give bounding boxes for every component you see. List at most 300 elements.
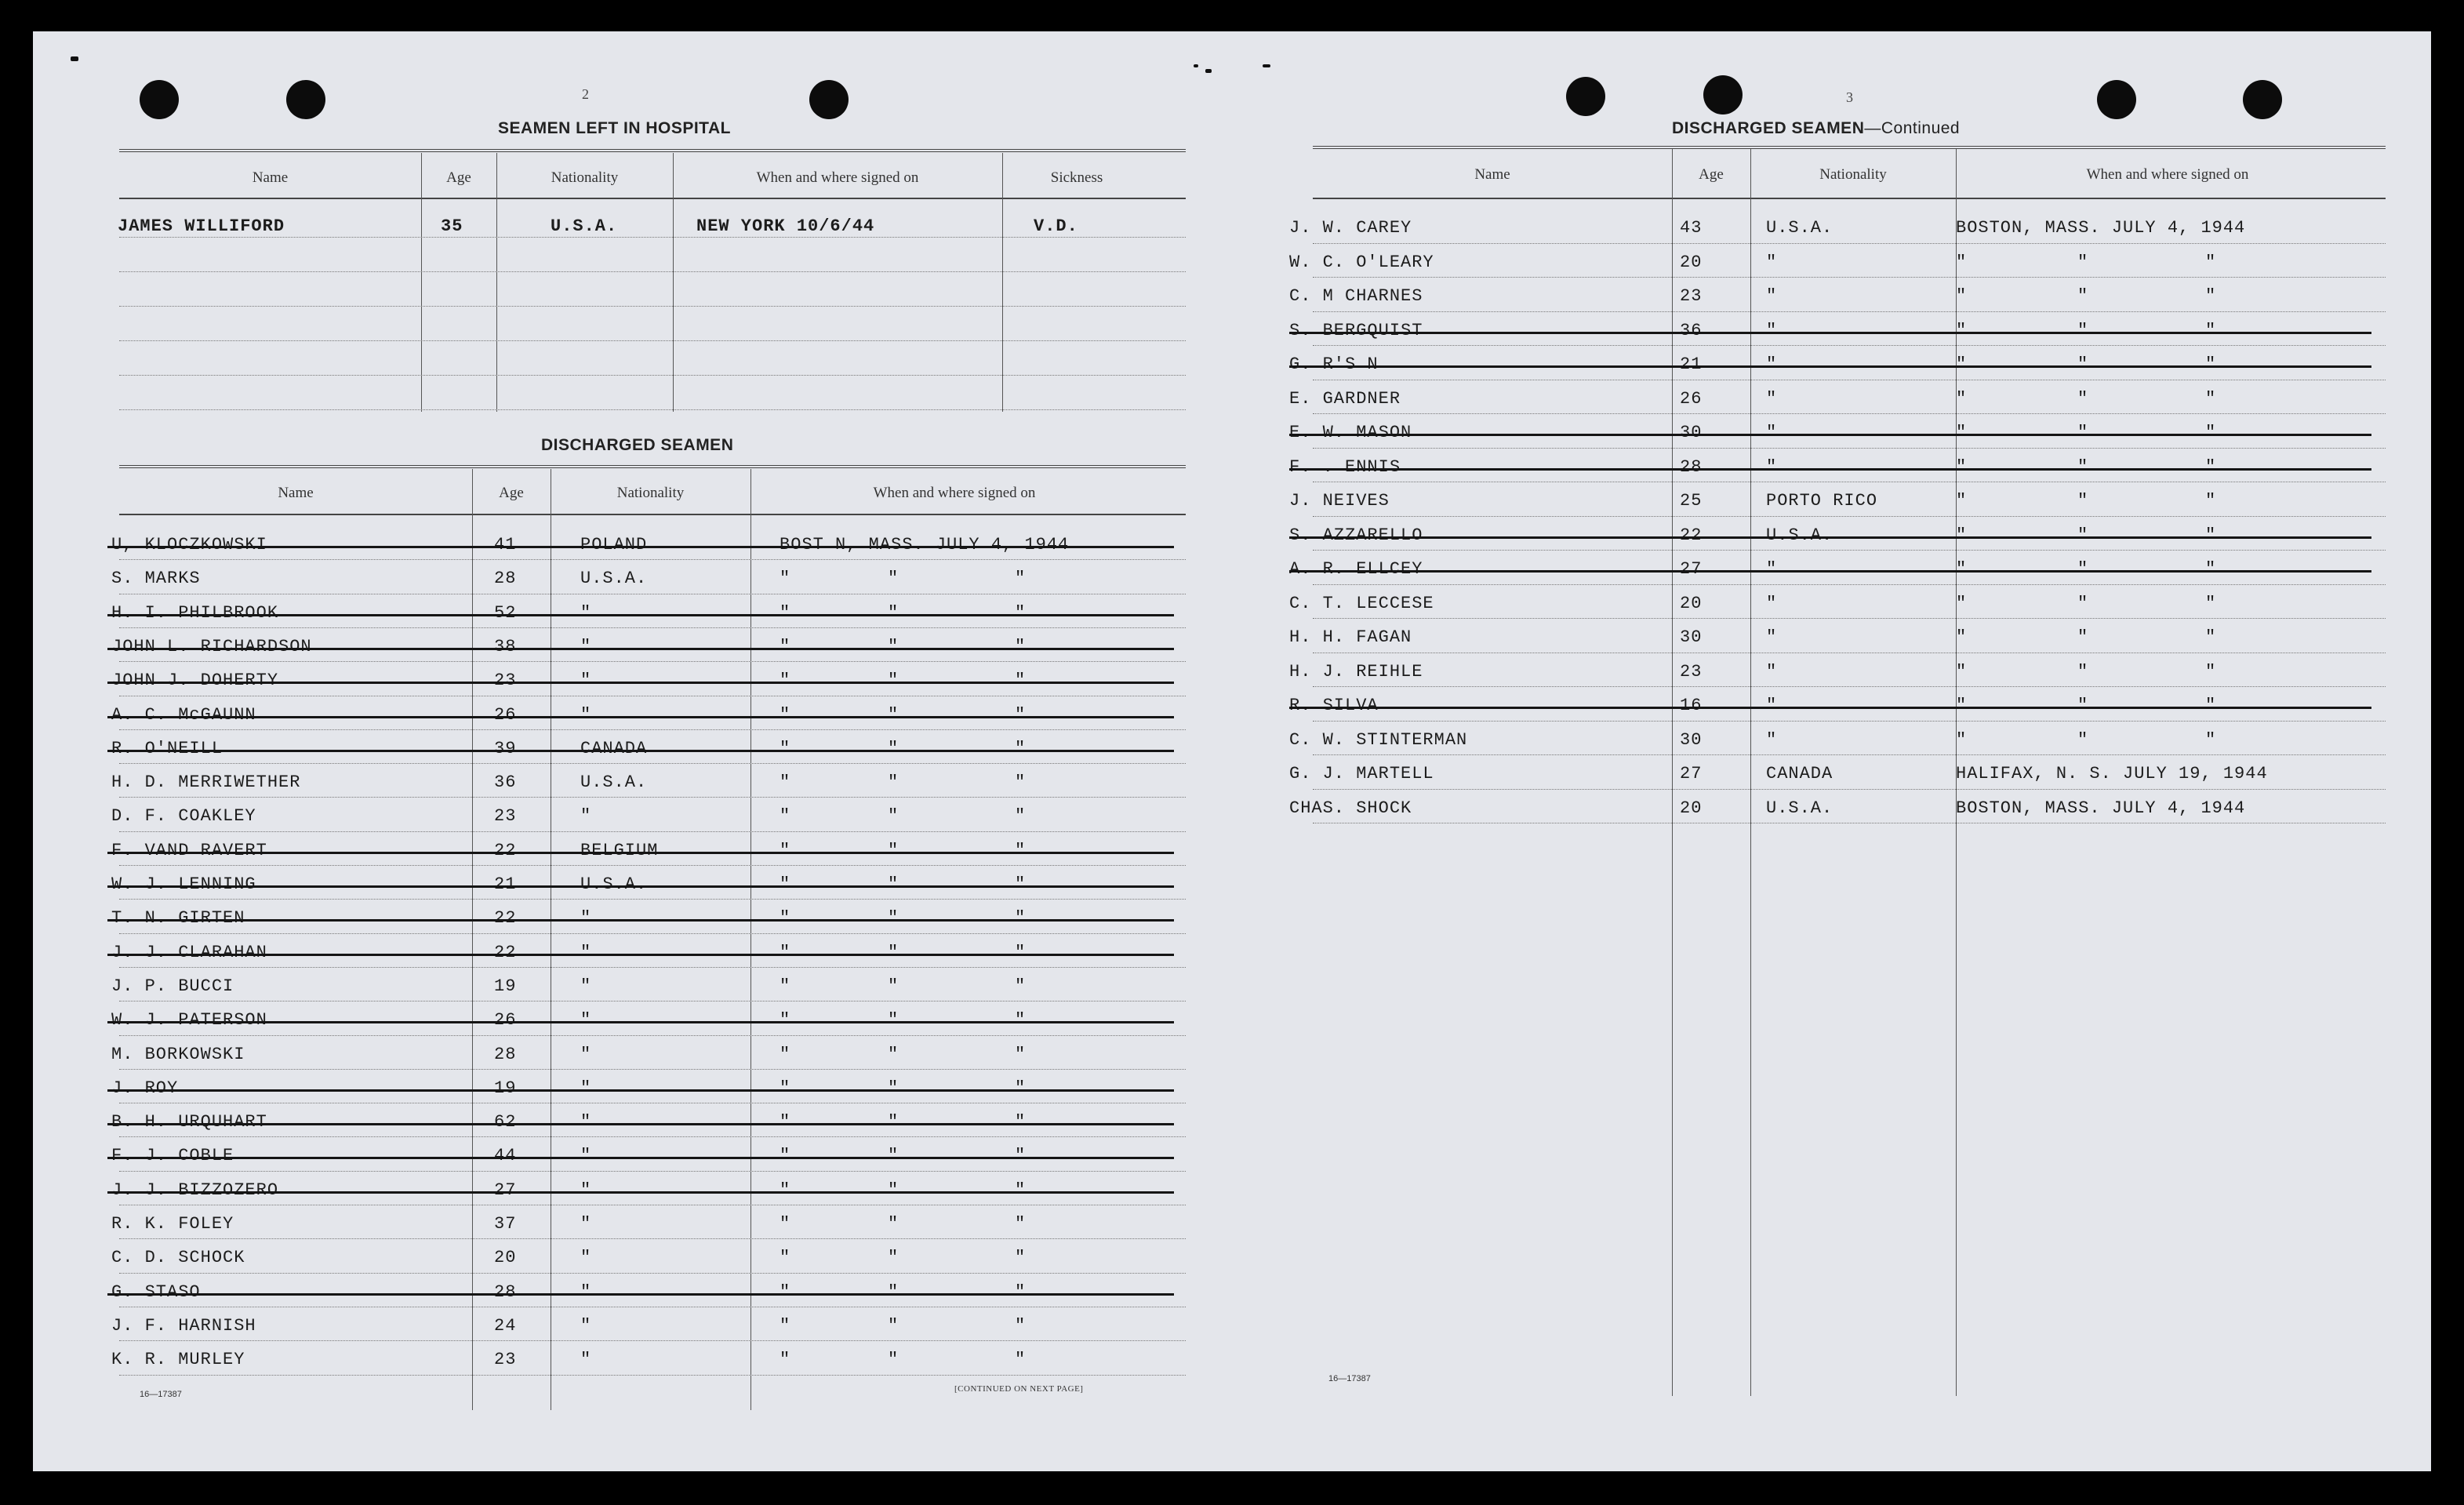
strike-through-line (107, 1021, 1174, 1023)
seaman-age: 21 (1680, 354, 1703, 374)
column-header-name: Name (1474, 166, 1510, 183)
seaman-age: 21 (494, 874, 517, 894)
row-rule (119, 661, 1186, 662)
signed-on-ditto: " (2205, 456, 2217, 477)
seaman-name: C. W. STINTERMAN (1289, 729, 1468, 750)
seaman-name: F. J. COBLE (111, 1146, 234, 1166)
signed-on-ditto: " (2077, 661, 2089, 682)
signed-on-ditto: " (2077, 320, 2089, 340)
signed-on-ditto: " (2205, 320, 2217, 340)
signed-on-ditto: " (2205, 696, 2217, 715)
seaman-age: 22 (494, 840, 517, 860)
signed-on-ditto: " (888, 806, 899, 827)
seaman-name: E. GARDNER (1289, 388, 1401, 409)
row-rule (119, 797, 1186, 798)
column-header-sickness: Sickness (1050, 169, 1103, 186)
signed-on-ditto: " (2077, 696, 2089, 715)
signed-on-ditto: " (888, 602, 899, 623)
seaman-name: J. W. CAREY (1289, 218, 1412, 238)
seaman-age: 27 (1680, 764, 1703, 783)
signed-on-ditto: " (888, 942, 899, 962)
signed-on-ditto: " (888, 1350, 899, 1370)
seaman-age: 22 (494, 908, 517, 929)
column-header-age: Age (446, 169, 471, 186)
seaman-name: W. J. PATERSON (111, 1010, 267, 1031)
column-header-age: Age (499, 485, 524, 501)
seaman-age: 20 (1680, 798, 1703, 818)
seaman-nationality: " (1766, 559, 1778, 579)
seaman-age: 20 (1680, 593, 1703, 613)
seaman-nationality: " (1766, 320, 1778, 340)
table-rule (119, 514, 1186, 515)
seaman-nationality: " (580, 1146, 592, 1166)
section-title-hospital: SEAMEN LEFT IN HOSPITAL (498, 119, 731, 137)
ink-speck (1263, 64, 1270, 67)
signed-on-ditto: " (1015, 602, 1027, 623)
seaman-age: 19 (494, 976, 517, 996)
seaman-nationality: " (1766, 456, 1778, 477)
row-rule (1313, 686, 2386, 687)
signed-on-place: HALIFAX, N. S. JULY 19, 1944 (1956, 764, 2268, 783)
seaman-nationality: CANADA (580, 738, 648, 758)
signed-on-ditto: " (2077, 252, 2089, 272)
table-rule (119, 149, 1186, 152)
strike-through-line (107, 716, 1174, 718)
strike-through-line (107, 648, 1174, 650)
signed-on-ditto: " (2077, 559, 2089, 579)
signed-on-ditto: " (888, 738, 899, 758)
row-rule (119, 1340, 1186, 1341)
signed-on-ditto: " (2205, 354, 2217, 374)
signed-on-ditto: " (888, 976, 899, 996)
signed-on-ditto: " (2205, 388, 2217, 409)
seaman-nationality: U.S.A. (1766, 798, 1833, 818)
seaman-age: 22 (494, 942, 517, 962)
signed-on-place: " (780, 806, 791, 827)
strike-through-line (107, 1157, 1174, 1159)
signed-on-place: " (1956, 320, 1968, 340)
section-title-discharged-continued (1672, 119, 1960, 138)
signed-on-place: " (1956, 252, 1968, 272)
strike-through-line (107, 546, 1174, 548)
strike-through-line (1289, 707, 2371, 709)
signed-on-place: " (1956, 456, 1968, 477)
punch-hole (809, 80, 849, 119)
row-rule (119, 306, 1186, 307)
signed-on-ditto: " (888, 1010, 899, 1031)
seaman-nationality: " (580, 1315, 592, 1336)
signed-on-ditto: " (1015, 569, 1027, 589)
seaman-name: F. VAND RAVERT (111, 840, 267, 860)
signed-on-ditto: " (1015, 976, 1027, 996)
signed-on-ditto: " (1015, 772, 1027, 793)
signed-on-ditto: " (2205, 252, 2217, 272)
seaman-name: M. BORKOWSKI (111, 1044, 245, 1064)
seaman-name: B. H. URQUHART (111, 1112, 267, 1132)
strike-through-line (107, 614, 1174, 616)
signed-on-ditto: " (888, 1112, 899, 1132)
row-rule (119, 763, 1186, 764)
seaman-name: C. M CHARNES (1289, 286, 1423, 306)
continued-note: [CONTINUED ON NEXT PAGE] (954, 1384, 1084, 1394)
signed-on-ditto: " (888, 908, 899, 929)
row-rule (1313, 413, 2386, 414)
punch-hole (140, 80, 179, 119)
seaman-name: H. I. PHILBROOK (111, 602, 279, 623)
seaman-nationality: POLAND (580, 535, 648, 554)
seaman-age: 26 (494, 1010, 517, 1031)
seaman-nationality: BELGIUM (580, 840, 659, 860)
signed-on-ditto: " (888, 772, 899, 793)
seaman-age: 20 (494, 1248, 517, 1268)
signed-on-ditto: " (1015, 1248, 1027, 1268)
signed-on-ditto: " (1015, 1350, 1027, 1370)
punch-hole (1703, 75, 1743, 115)
seaman-nationality: " (580, 908, 592, 929)
signed-on-ditto: " (1015, 1146, 1027, 1166)
signed-on-place: " (780, 569, 791, 589)
seaman-age: 30 (1680, 729, 1703, 750)
seaman-nationality: U.S.A. (580, 569, 648, 589)
seaman-nationality: " (580, 1112, 592, 1132)
strike-through-line (107, 682, 1174, 684)
signed-on-place: " (1956, 661, 1968, 682)
seaman-age: 28 (494, 1281, 517, 1302)
hospital-name: JAMES WILLIFORD (118, 216, 285, 236)
strike-through-line (107, 954, 1174, 956)
seaman-nationality: " (1766, 354, 1778, 374)
table-rule (1313, 146, 2386, 149)
signed-on-place: " (780, 602, 791, 623)
column-divider (673, 153, 674, 412)
signed-on-place: " (1956, 559, 1968, 579)
seaman-age: 23 (494, 806, 517, 827)
strike-through-line (107, 852, 1174, 854)
signed-on-place: " (780, 1350, 791, 1370)
row-rule (119, 865, 1186, 866)
column-header-nationality: Nationality (551, 169, 619, 186)
row-rule (1313, 277, 2386, 278)
signed-on-ditto: " (1015, 1078, 1027, 1098)
signed-on-place: " (780, 704, 791, 725)
column-divider (1672, 149, 1673, 1396)
signed-on-ditto: " (2077, 456, 2089, 477)
seaman-nationality: " (580, 1350, 592, 1370)
signed-on-ditto: " (888, 1315, 899, 1336)
seaman-name: R. O'NEILL (111, 738, 224, 758)
seaman-age: 26 (494, 704, 517, 725)
seaman-age: 28 (494, 1044, 517, 1064)
signed-on-ditto: " (1015, 1214, 1027, 1234)
seaman-age: 62 (494, 1112, 517, 1132)
row-rule (1313, 311, 2386, 312)
seaman-name: J. J. BIZZOZERO (111, 1180, 279, 1200)
column-divider (472, 469, 473, 1410)
signed-on-place: " (780, 976, 791, 996)
seaman-age: 25 (1680, 491, 1703, 511)
row-rule (119, 1375, 1186, 1376)
signed-on-ditto: " (1015, 1044, 1027, 1064)
signed-on-place: " (780, 636, 791, 656)
signed-on-ditto: " (888, 1044, 899, 1064)
row-rule (1313, 516, 2386, 517)
seaman-nationality: " (580, 602, 592, 623)
section-title-discharged: DISCHARGED SEAMEN (541, 436, 734, 454)
seaman-nationality: " (1766, 423, 1778, 442)
row-rule (119, 340, 1186, 341)
signed-on-place: " (780, 1112, 791, 1132)
seaman-age: 20 (1680, 252, 1703, 272)
ink-speck (1205, 69, 1212, 73)
column-header-name: Name (278, 485, 314, 501)
row-rule (119, 1069, 1186, 1070)
seaman-name: G. STASO (111, 1281, 201, 1302)
signed-on-place: " (780, 908, 791, 929)
signed-on-ditto: " (2205, 627, 2217, 647)
seaman-name: H. D. MERRIWETHER (111, 772, 301, 793)
signed-on-ditto: " (1015, 874, 1027, 894)
seaman-age: 37 (494, 1214, 517, 1234)
strike-through-line (1289, 332, 2371, 334)
seaman-name: J. J. CLARAHAN (111, 942, 267, 962)
signed-on-ditto: " (1015, 806, 1027, 827)
signed-on-ditto: " (888, 1214, 899, 1234)
seaman-nationality: " (580, 1281, 592, 1302)
column-header-signed-on: When and where signed on (873, 485, 1036, 501)
signed-on-place: BOST N, MASS. JULY 4, 1944 (780, 535, 1070, 554)
signed-on-ditto: " (888, 671, 899, 691)
seaman-name: W. J. LENNING (111, 874, 256, 894)
seaman-name: F. . ENNIS (1289, 456, 1401, 477)
signed-on-ditto: " (888, 704, 899, 725)
ink-speck (1194, 64, 1198, 67)
seaman-name: H. J. REIHLE (1289, 661, 1423, 682)
signed-on-ditto: " (888, 1248, 899, 1268)
column-divider (496, 153, 497, 412)
seaman-age: 30 (1680, 423, 1703, 442)
row-rule (1313, 618, 2386, 619)
seaman-name: J. NEIVES (1289, 491, 1390, 511)
seaman-age: 52 (494, 602, 517, 623)
signed-on-ditto: " (2205, 423, 2217, 442)
signed-on-ditto: " (2077, 525, 2089, 545)
seaman-nationality: " (580, 806, 592, 827)
signed-on-place: " (1956, 423, 1968, 442)
signed-on-ditto: " (2077, 286, 2089, 306)
column-divider (421, 153, 422, 412)
seaman-age: 28 (1680, 456, 1703, 477)
signed-on-ditto: " (1015, 671, 1027, 691)
seaman-age: 22 (1680, 525, 1703, 545)
seaman-name: U, KLOCZKOWSKI (111, 535, 267, 554)
column-header-signed-on: When and where signed on (2086, 166, 2249, 183)
signed-on-ditto: " (888, 1180, 899, 1200)
signed-on-ditto: " (1015, 1281, 1027, 1302)
seaman-age: 26 (1680, 388, 1703, 409)
document-sheet (33, 31, 2431, 1471)
seaman-age: 16 (1680, 696, 1703, 715)
row-rule (119, 1001, 1186, 1002)
signed-on-ditto: " (1015, 1010, 1027, 1031)
signed-on-ditto: " (1015, 738, 1027, 758)
seaman-name: G. J. MARTELL (1289, 764, 1434, 783)
row-rule (119, 1238, 1186, 1239)
strike-through-line (107, 1089, 1174, 1092)
signed-on-place: " (1956, 593, 1968, 613)
seaman-name: A. C. McGAUNN (111, 704, 256, 725)
signed-on-ditto: " (2205, 559, 2217, 579)
signed-on-place: " (1956, 627, 1968, 647)
signed-on-ditto: " (2205, 491, 2217, 511)
signed-on-ditto: " (888, 840, 899, 860)
seaman-name: W. C. O'LEARY (1289, 252, 1434, 272)
row-rule (1313, 448, 2386, 449)
row-rule (1313, 550, 2386, 551)
seaman-nationality: CANADA (1766, 764, 1833, 783)
seaman-nationality: " (580, 942, 592, 962)
signed-on-ditto: " (888, 874, 899, 894)
seaman-age: 23 (494, 1350, 517, 1370)
hospital-sickness: V.D. (1034, 216, 1078, 236)
row-rule (1313, 345, 2386, 346)
seaman-name: T. N. GIRTEN (111, 908, 245, 929)
signed-on-ditto: " (1015, 908, 1027, 929)
signed-on-ditto: " (2077, 388, 2089, 409)
seaman-name: JOHN J. DOHERTY (111, 671, 279, 691)
row-rule (1313, 754, 2386, 755)
signed-on-place: " (780, 1248, 791, 1268)
seaman-name: J. P. BUCCI (111, 976, 234, 996)
seaman-name: H. H. FAGAN (1289, 627, 1412, 647)
seaman-nationality: " (1766, 388, 1778, 409)
seaman-nationality: U.S.A. (580, 772, 648, 793)
signed-on-place: " (780, 671, 791, 691)
column-divider (750, 469, 751, 1410)
seaman-nationality: " (1766, 286, 1778, 306)
signed-on-ditto: " (2077, 354, 2089, 374)
form-number: 16—17387 (1328, 1374, 1371, 1383)
signed-on-ditto: " (888, 569, 899, 589)
signed-on-ditto: " (2077, 491, 2089, 511)
seaman-nationality: " (580, 976, 592, 996)
seaman-nationality: " (580, 704, 592, 725)
seaman-name: D. F. COAKLEY (111, 806, 256, 827)
seaman-age: 23 (1680, 286, 1703, 306)
seaman-nationality: " (580, 1078, 592, 1098)
seaman-age: 24 (494, 1315, 517, 1336)
row-rule (119, 899, 1186, 900)
column-header-name: Name (252, 169, 289, 186)
seaman-name: E. W. MASON (1289, 423, 1412, 442)
signed-on-ditto: " (1015, 1112, 1027, 1132)
signed-on-ditto: " (2205, 286, 2217, 306)
hospital-nationality: U.S.A. (551, 216, 618, 236)
seaman-name: R. K. FOLEY (111, 1214, 234, 1234)
signed-on-place: " (780, 738, 791, 758)
row-rule (119, 375, 1186, 376)
row-rule (119, 1136, 1186, 1137)
signed-on-place: " (1956, 696, 1968, 715)
hospital-signed-on: NEW YORK 10/6/44 (696, 216, 875, 236)
row-rule (119, 1035, 1186, 1036)
seaman-nationality: " (580, 1010, 592, 1031)
row-rule (119, 933, 1186, 934)
column-header-nationality: Nationality (616, 485, 685, 501)
seaman-nationality: " (580, 671, 592, 691)
seaman-age: 38 (494, 636, 517, 656)
seaman-name: A. R. ELLCEY (1289, 559, 1423, 579)
row-rule (119, 627, 1186, 628)
row-rule (1313, 243, 2386, 244)
signed-on-ditto: " (2205, 729, 2217, 750)
strike-through-line (1289, 468, 2371, 471)
signed-on-place: " (780, 840, 791, 860)
title-suffix: —Continued (1864, 119, 1961, 137)
seaman-name: S. BERGQUIST (1289, 320, 1423, 340)
signed-on-place: " (780, 1078, 791, 1098)
seaman-name: S. MARKS (111, 569, 201, 589)
signed-on-place: " (1956, 729, 1968, 750)
strike-through-line (107, 1293, 1174, 1296)
column-divider (1750, 149, 1751, 1396)
column-header-nationality: Nationality (1819, 166, 1887, 183)
signed-on-ditto: " (1015, 942, 1027, 962)
seaman-name: R. SILVA (1289, 696, 1379, 715)
seaman-name: S. AZZARELLO (1289, 525, 1423, 545)
seaman-name: JOHN L. RICHARDSON (111, 636, 312, 656)
signed-on-place: " (1956, 491, 1968, 511)
title-text: DISCHARGED SEAMEN (1672, 119, 1865, 137)
signed-on-place: " (780, 1281, 791, 1302)
signed-on-place: " (1956, 286, 1968, 306)
signed-on-ditto: " (1015, 704, 1027, 725)
signed-on-place: " (780, 1180, 791, 1200)
seaman-name: J. F. HARNISH (111, 1315, 256, 1336)
seaman-nationality: U.S.A. (1766, 525, 1833, 545)
row-rule (1313, 584, 2386, 585)
signed-on-place: " (1956, 354, 1968, 374)
row-rule (119, 967, 1186, 968)
seaman-name: G. R'S N (1289, 354, 1379, 374)
strike-through-line (107, 1123, 1174, 1125)
signed-on-ditto: " (1015, 1315, 1027, 1336)
signed-on-ditto: " (2077, 593, 2089, 613)
signed-on-ditto: " (2077, 729, 2089, 750)
row-rule (119, 729, 1186, 730)
strike-through-line (107, 1191, 1174, 1194)
seaman-age: 36 (494, 772, 517, 793)
signed-on-ditto: " (2077, 627, 2089, 647)
signed-on-ditto: " (888, 1146, 899, 1166)
seaman-nationality: U.S.A. (580, 874, 648, 894)
table-rule (119, 465, 1186, 468)
seaman-name: CHAS. SHOCK (1289, 798, 1412, 818)
signed-on-place: BOSTON, MASS. JULY 4, 1944 (1956, 798, 2246, 818)
seaman-age: 43 (1680, 218, 1703, 238)
row-rule (1313, 789, 2386, 790)
seaman-nationality: " (1766, 627, 1778, 647)
signed-on-ditto: " (2077, 423, 2089, 442)
table-rule (1313, 198, 2386, 199)
ink-speck (71, 56, 78, 61)
row-rule (119, 1273, 1186, 1274)
signed-on-ditto: " (2205, 525, 2217, 545)
column-divider (1002, 153, 1003, 412)
signed-on-place: " (1956, 525, 1968, 545)
strike-through-line (107, 750, 1174, 752)
punch-hole (2097, 80, 2136, 119)
signed-on-ditto: " (888, 1281, 899, 1302)
